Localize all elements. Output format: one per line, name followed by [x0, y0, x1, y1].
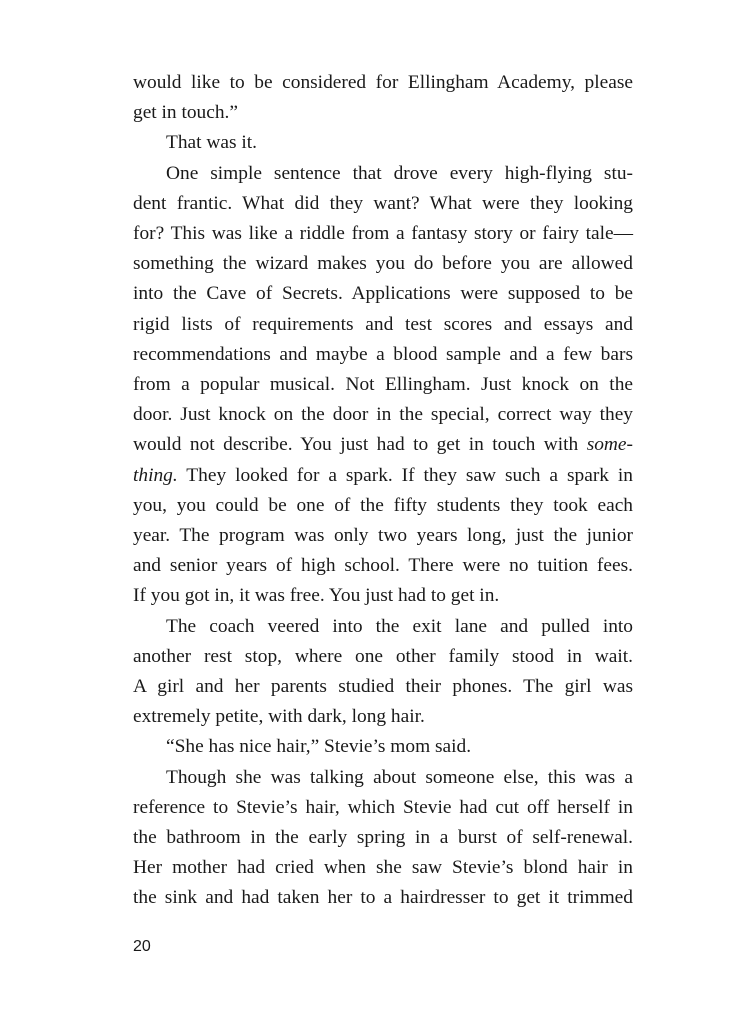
text-line: The coach veered into the exit lane and pulled into	[166, 615, 633, 637]
text-line: If you got in, it was free. You just had to get in.	[133, 585, 500, 607]
text-line: One simple sentence that drove every high-flying stu-	[166, 162, 633, 184]
text-line: the sink and had taken her to a hairdresser to get it trimmed	[133, 887, 633, 909]
text-line: “She has nice hair,” Stevie’s mom said.	[166, 736, 472, 758]
text-line: dent frantic. What did they want? What were they looking	[133, 192, 633, 214]
text-line: That was it.	[166, 132, 258, 154]
text-line: year. The program was only two years long, just the junior	[133, 525, 633, 547]
book-page-body	[133, 68, 633, 914]
paragraph-4	[133, 612, 633, 733]
text-line: something the wizard makes you do before you are allowed	[133, 253, 633, 275]
text-line: would like to be considered for Ellingham Academy, please	[133, 72, 633, 93]
text-line: thing. They looked for a spark. If they saw such a spark in	[133, 464, 633, 486]
text-line: reference to Stevie’s hair, which Stevie had cut off herself in	[133, 796, 633, 818]
text-line: door. Just knock on the door in the special, correct way they	[133, 404, 633, 426]
text-line: into the Cave of Secrets. Applications were supposed to be	[133, 283, 633, 305]
text-line: and senior years of high school. There were no tuition fees.	[133, 555, 633, 577]
text-line: the bathroom in the early spring in a burst of self-renewal.	[133, 827, 633, 849]
paragraph-6	[133, 763, 633, 914]
text-line: for? This was like a riddle from a fantasy story or fairy tale—	[133, 223, 633, 245]
text-line: another rest stop, where one other family stood in wait.	[133, 645, 633, 667]
text-line: would not describe. You just had to get in touch with some-	[133, 434, 633, 456]
paragraph-1	[133, 68, 633, 128]
paragraph-3	[133, 159, 633, 612]
text-line: A girl and her parents studied their phones. The girl was	[133, 676, 633, 698]
text-line: get in touch.”	[133, 102, 239, 124]
paragraph-2	[133, 128, 633, 158]
text-line: Her mother had cried when she saw Stevie’s blond hair in	[133, 857, 633, 879]
text-line: recommendations and maybe a blood sample and a few bars	[133, 343, 633, 365]
text-line: rigid lists of requirements and test scores and essays and	[133, 313, 633, 335]
text-line: from a popular musical. Not Ellingham. Just knock on the	[133, 374, 633, 396]
text-line: you, you could be one of the fifty students they took each	[133, 494, 633, 516]
paragraph-5	[133, 732, 633, 762]
text-line: Though she was talking about someone else, this was a	[166, 766, 633, 788]
page-number: 20	[133, 938, 151, 955]
text-line: extremely petite, with dark, long hair.	[133, 706, 425, 728]
